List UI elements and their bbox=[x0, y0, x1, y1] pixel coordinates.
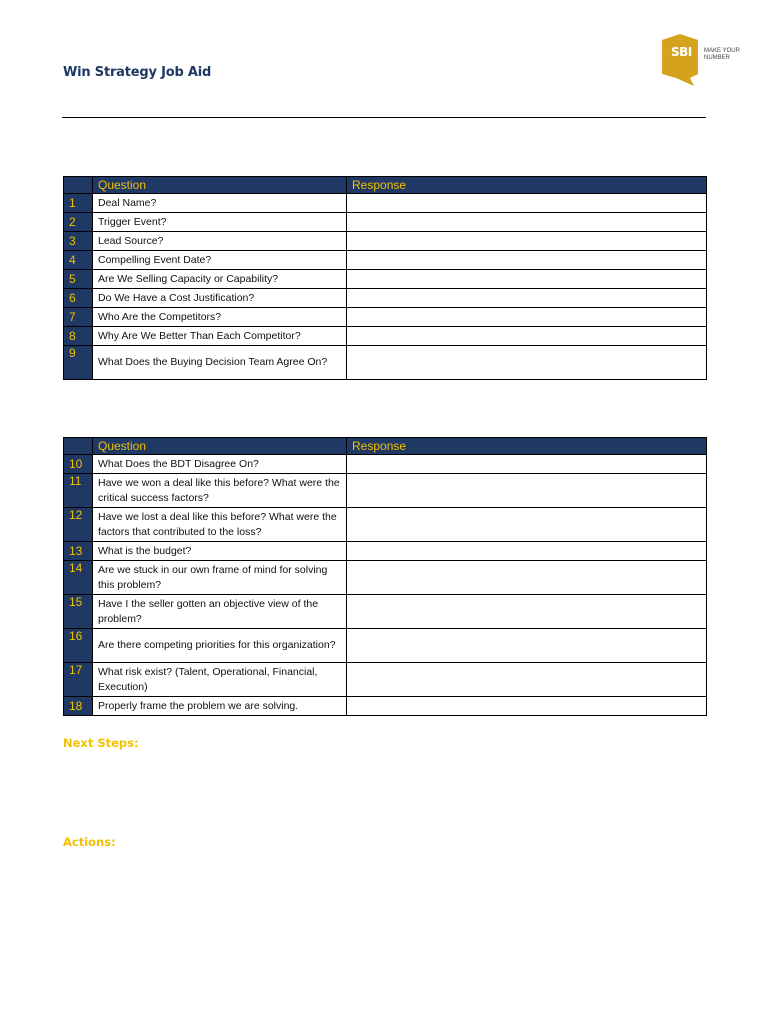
response-cell[interactable] bbox=[347, 213, 707, 232]
question-cell: What Does the Buying Decision Team Agree On? bbox=[93, 346, 347, 380]
response-cell[interactable] bbox=[347, 270, 707, 289]
table-row bbox=[64, 289, 707, 308]
questions-table-1 bbox=[63, 176, 707, 380]
response-cell[interactable] bbox=[347, 542, 707, 561]
header-response: Response bbox=[347, 438, 707, 455]
row-number: 14 bbox=[64, 561, 93, 595]
row-number: 9 bbox=[64, 346, 93, 380]
logo-badge-icon bbox=[662, 34, 698, 86]
table-row bbox=[64, 663, 707, 697]
sbi-logo bbox=[662, 34, 762, 90]
question-cell: Deal Name? bbox=[93, 194, 347, 213]
table-row bbox=[64, 232, 707, 251]
row-number: 3 bbox=[64, 232, 93, 251]
table-row bbox=[64, 508, 707, 542]
table-row bbox=[64, 213, 707, 232]
table-row bbox=[64, 542, 707, 561]
header-question: Question bbox=[93, 177, 347, 194]
table-row bbox=[64, 251, 707, 270]
response-cell[interactable] bbox=[347, 595, 707, 629]
table-row bbox=[64, 346, 707, 380]
response-cell[interactable] bbox=[347, 629, 707, 663]
response-cell[interactable] bbox=[347, 474, 707, 508]
table-row bbox=[64, 455, 707, 474]
logo-text: SBI bbox=[671, 45, 692, 59]
header-divider bbox=[62, 117, 706, 118]
table-row bbox=[64, 561, 707, 595]
next-steps-heading: Next Steps: bbox=[63, 736, 139, 750]
row-number: 6 bbox=[64, 289, 93, 308]
row-number: 7 bbox=[64, 308, 93, 327]
question-cell: Lead Source? bbox=[93, 232, 347, 251]
actions-heading: Actions: bbox=[63, 835, 116, 849]
table-row bbox=[64, 629, 707, 663]
response-cell[interactable] bbox=[347, 346, 707, 380]
response-cell[interactable] bbox=[347, 455, 707, 474]
question-cell: Are we stuck in our own frame of mind for solving this problem? bbox=[93, 561, 347, 595]
response-cell[interactable] bbox=[347, 561, 707, 595]
question-cell: What risk exist? (Talent, Operational, Financial, Execution) bbox=[93, 663, 347, 697]
question-cell: Are there competing priorities for this organization? bbox=[93, 629, 347, 663]
question-cell: Who Are the Competitors? bbox=[93, 308, 347, 327]
question-cell: Have we won a deal like this before? What were the critical success factors? bbox=[93, 474, 347, 508]
row-number: 11 bbox=[64, 474, 93, 508]
response-cell[interactable] bbox=[347, 289, 707, 308]
response-cell[interactable] bbox=[347, 232, 707, 251]
question-cell: Trigger Event? bbox=[93, 213, 347, 232]
response-cell[interactable] bbox=[347, 663, 707, 697]
row-number: 12 bbox=[64, 508, 93, 542]
response-cell[interactable] bbox=[347, 251, 707, 270]
question-cell: Do We Have a Cost Justification? bbox=[93, 289, 347, 308]
response-cell[interactable] bbox=[347, 194, 707, 213]
response-cell[interactable] bbox=[347, 697, 707, 716]
header-response: Response bbox=[347, 177, 707, 194]
row-number: 15 bbox=[64, 595, 93, 629]
question-cell: What is the budget? bbox=[93, 542, 347, 561]
header-num-cell bbox=[64, 438, 93, 455]
table-row bbox=[64, 194, 707, 213]
row-number: 17 bbox=[64, 663, 93, 697]
page-title: Win Strategy Job Aid bbox=[63, 65, 212, 80]
question-cell: What Does the BDT Disagree On? bbox=[93, 455, 347, 474]
header-question: Question bbox=[93, 438, 347, 455]
row-number: 13 bbox=[64, 542, 93, 561]
row-number: 16 bbox=[64, 629, 93, 663]
logo-tagline: MAKE YOUR NUMBER bbox=[704, 48, 740, 61]
row-number: 1 bbox=[64, 194, 93, 213]
question-cell: Are We Selling Capacity or Capability? bbox=[93, 270, 347, 289]
question-cell: Compelling Event Date? bbox=[93, 251, 347, 270]
table-row bbox=[64, 697, 707, 716]
question-cell: Have I the seller gotten an objective view of the problem? bbox=[93, 595, 347, 629]
response-cell[interactable] bbox=[347, 508, 707, 542]
table-row bbox=[64, 595, 707, 629]
row-number: 4 bbox=[64, 251, 93, 270]
row-number: 2 bbox=[64, 213, 93, 232]
row-number: 8 bbox=[64, 327, 93, 346]
table-row bbox=[64, 474, 707, 508]
row-number: 10 bbox=[64, 455, 93, 474]
row-number: 5 bbox=[64, 270, 93, 289]
header-num-cell bbox=[64, 177, 93, 194]
question-cell: Have we lost a deal like this before? What were the factors that contributed to the loss? bbox=[93, 508, 347, 542]
table-row bbox=[64, 308, 707, 327]
question-cell: Properly frame the problem we are solving. bbox=[93, 697, 347, 716]
table-row bbox=[64, 327, 707, 346]
questions-table-2 bbox=[63, 437, 707, 716]
question-cell: Why Are We Better Than Each Competitor? bbox=[93, 327, 347, 346]
response-cell[interactable] bbox=[347, 308, 707, 327]
table-row bbox=[64, 270, 707, 289]
row-number: 18 bbox=[64, 697, 93, 716]
response-cell[interactable] bbox=[347, 327, 707, 346]
